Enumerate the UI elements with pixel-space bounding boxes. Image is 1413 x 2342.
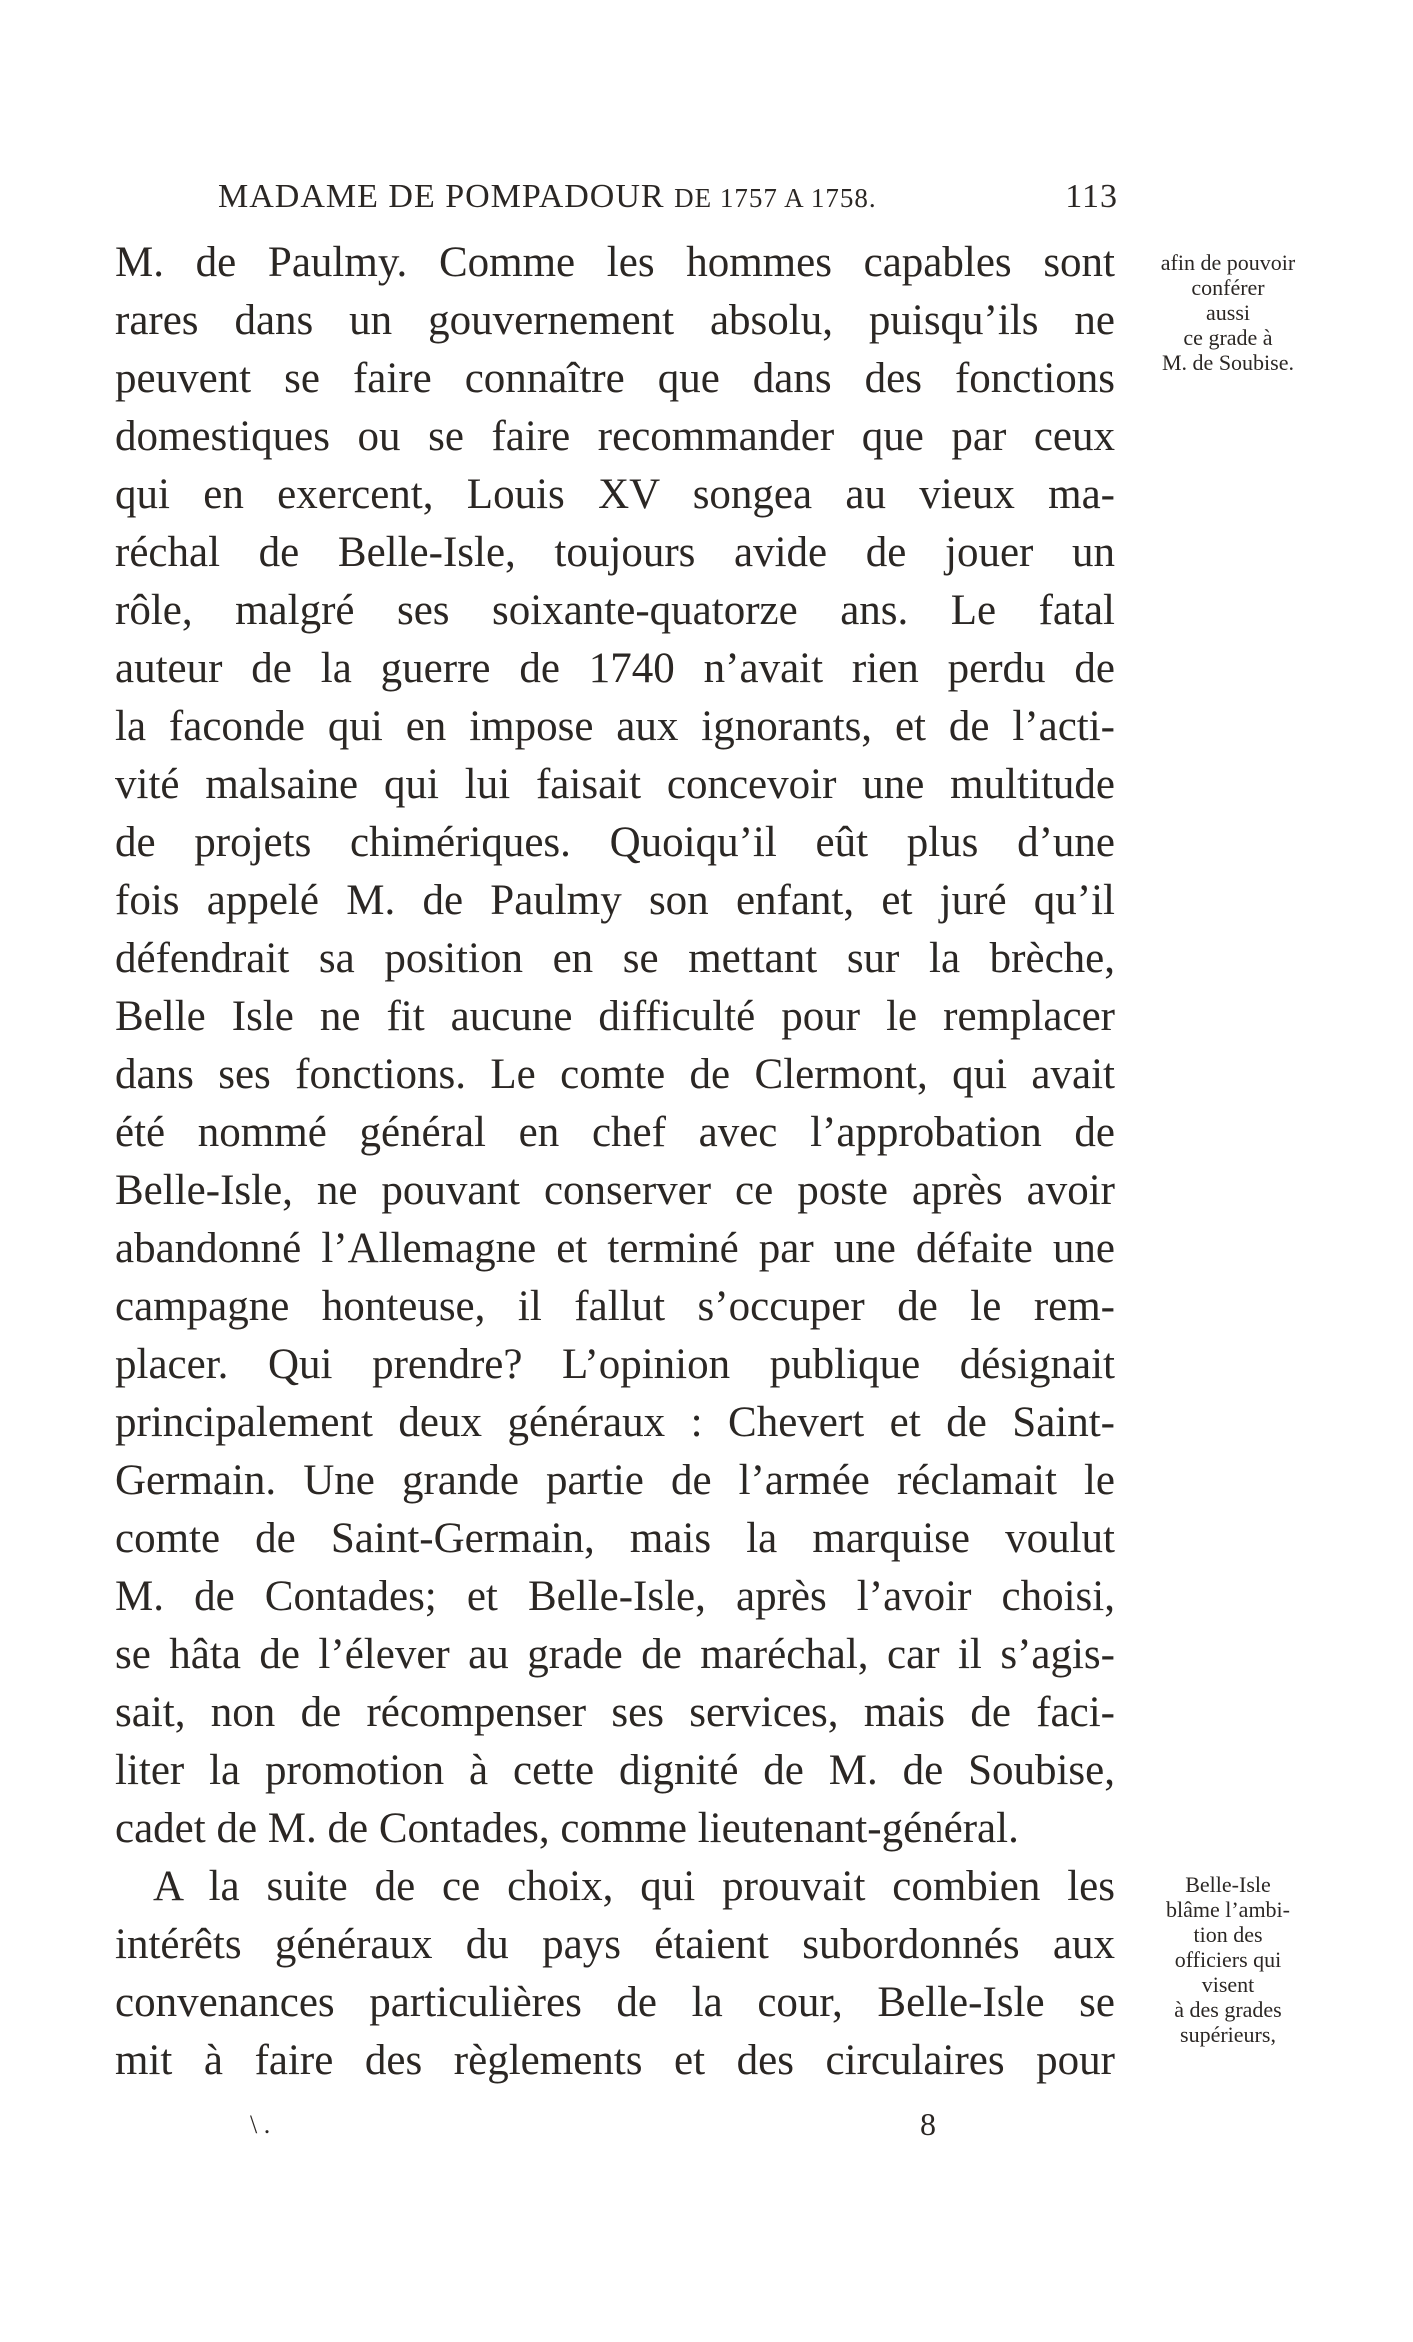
text-line: Belle Isle ne fit aucune difficulté pour le remplacer <box>115 993 1115 1040</box>
text-line: abandonné l’Allemagne et terminé par une défaite une <box>115 1225 1115 1272</box>
text-line: la faconde qui en impose aux ignorants, et de l’acti- <box>115 703 1115 750</box>
margin-note-line: supérieurs, <box>1180 2022 1276 2047</box>
text-line: principalement deux généraux : Chevert et de Saint- <box>115 1399 1115 1446</box>
text-line: vité malsaine qui lui faisait concevoir une multitude <box>115 761 1115 808</box>
text-line: fois appelé M. de Paulmy son enfant, et juré qu’il <box>115 877 1115 924</box>
text-line: cadet de M. de Contades, comme lieutenant-général. <box>115 1805 1019 1852</box>
margin-note-belle-isle <box>1128 1872 1328 2047</box>
body-text <box>115 234 1115 2090</box>
running-title-dates: DE 1757 A 1758. <box>674 183 877 213</box>
text-line: Belle-Isle, ne pouvant conserver ce poste après avoir <box>115 1167 1115 1214</box>
text-line: rôle, malgré ses soixante-quatorze ans. Le fatal <box>115 587 1115 634</box>
signature-mark: \ . <box>250 2110 271 2139</box>
text-line: campagne honteuse, il fallut s’occuper de le rem- <box>115 1283 1115 1330</box>
margin-note-line: ce grade à <box>1183 325 1273 350</box>
margin-note-line: Belle-Isle <box>1185 1872 1271 1897</box>
text-line: rares dans un gouvernement absolu, puisqu’ils ne <box>115 297 1115 344</box>
margin-note-line: afin de pouvoir <box>1160 250 1296 275</box>
text-line: défendrait sa position en se mettant sur la brèche, <box>115 935 1115 982</box>
text-line: se hâta de l’élever au grade de maréchal, car il s’agis- <box>115 1631 1115 1678</box>
text-line: intérêts généraux du pays étaient subordonnés aux <box>115 1921 1115 1968</box>
text-line: peuvent se faire connaître que dans des fonctions <box>115 355 1115 402</box>
margin-note-line: aussi <box>1206 300 1250 325</box>
page-number: 113 <box>1065 178 1118 215</box>
signature-folio: 8 <box>920 2106 936 2142</box>
text-line: domestiques ou se faire recommander que par ceux <box>115 413 1115 460</box>
text-line: dans ses fonctions. Le comte de Clermont, qui avait <box>115 1051 1115 1098</box>
margin-note-line: officiers qui <box>1174 1947 1282 1972</box>
text-line: de projets chimériques. Quoiqu’il eût plus d’une <box>115 819 1115 866</box>
text-line: mit à faire des règlements et des circulaires pour <box>115 2037 1115 2084</box>
text-line: Germain. Une grande partie de l’armée réclamait le <box>115 1457 1115 1504</box>
margin-note-line: tion des <box>1193 1922 1263 1947</box>
margin-note-line: à des grades <box>1174 1997 1282 2022</box>
text-line: sait, non de récompenser ses services, mais de faci- <box>115 1689 1115 1736</box>
margin-note-line: visent <box>1201 1972 1255 1997</box>
text-line: auteur de la guerre de 1740 n’avait rien perdu de <box>115 645 1115 692</box>
margin-note-line: M. de Soubise. <box>1162 350 1294 375</box>
margin-note-line: conférer <box>1191 275 1265 300</box>
running-title: MADAME DE POMPADOUR DE 1757 A 1758. <box>218 178 877 215</box>
margin-note-line: blâme l’ambi- <box>1165 1897 1290 1922</box>
text-line: liter la promotion à cette dignité de M. de Soubise, <box>115 1747 1115 1794</box>
margin-note-soubise <box>1128 250 1328 375</box>
text-line: comte de Saint-Germain, mais la marquise voulut <box>115 1515 1115 1562</box>
text-line: été nommé général en chef avec l’approbation de <box>115 1109 1115 1156</box>
text-line: réchal de Belle-Isle, toujours avide de jouer un <box>115 529 1115 576</box>
text-line: M. de Contades; et Belle-Isle, après l’avoir choisi, <box>115 1573 1115 1620</box>
running-head <box>218 178 1118 222</box>
text-line: M. de Paulmy. Comme les hommes capables sont <box>115 239 1115 286</box>
text-line: A la suite de ce choix, qui prouvait combien les <box>153 1863 1115 1910</box>
text-line: convenances particulières de la cour, Belle-Isle se <box>115 1979 1115 2026</box>
text-line: placer. Qui prendre? L’opinion publique désignait <box>115 1341 1115 1388</box>
text-line: qui en exercent, Louis XV songea au vieux ma- <box>115 471 1115 518</box>
